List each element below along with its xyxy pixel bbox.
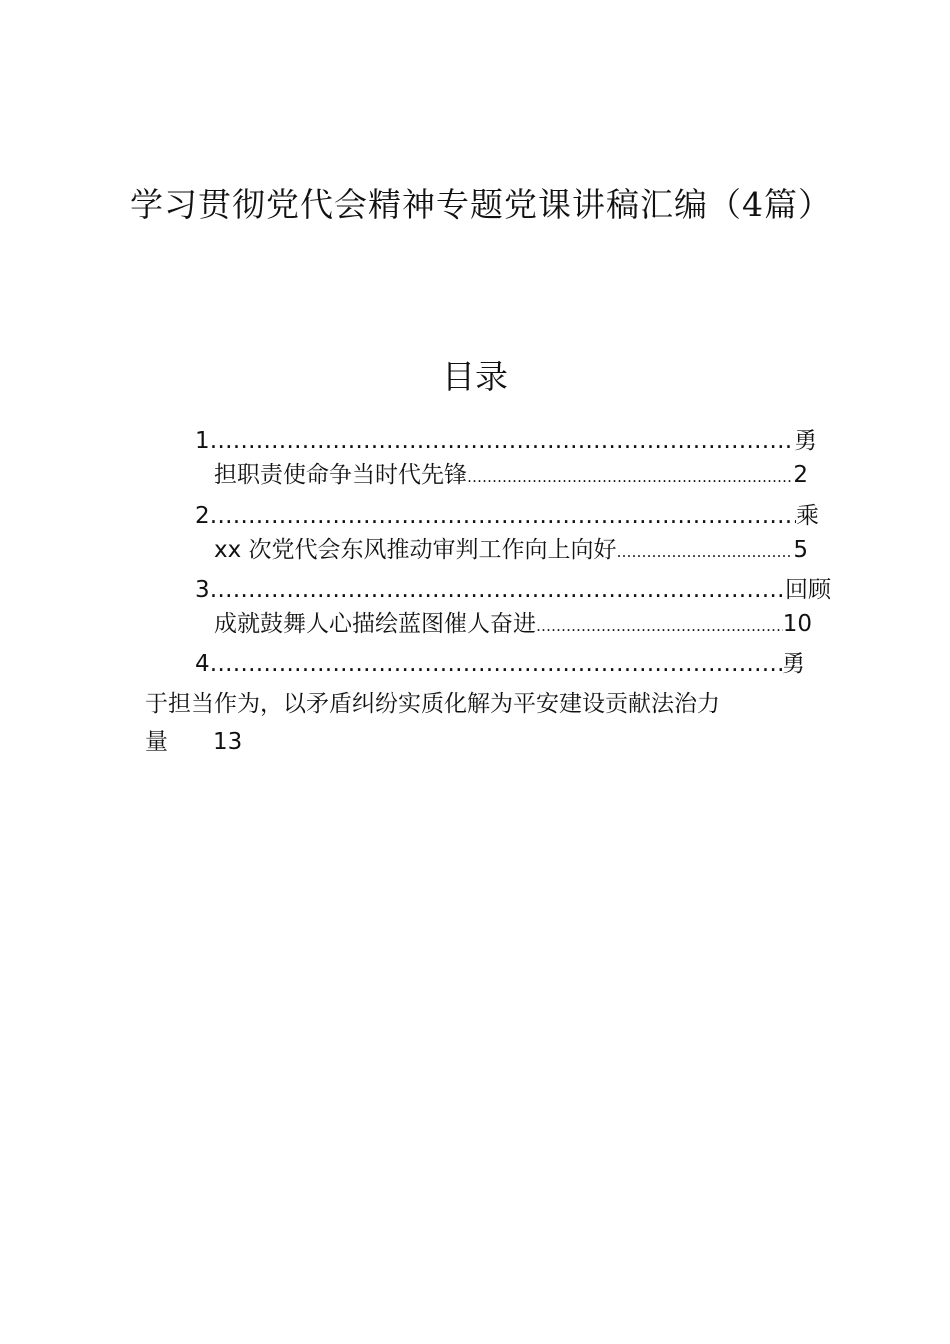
toc-entry-page[interactable]: 13 xyxy=(213,729,243,755)
toc-entry-page: 10 xyxy=(782,611,812,637)
toc-entry-number: 1 xyxy=(195,428,210,454)
toc-entry-number: 3 xyxy=(195,577,210,603)
dot-leader xyxy=(210,425,794,457)
toc-entry-4-line-2[interactable]: 于担当作为，以矛盾纠纷实质化解为平安建设贡献法治力 xyxy=(145,691,720,717)
toc-entry-4-line-1[interactable] xyxy=(195,648,805,680)
toc-entry-2-line-1[interactable] xyxy=(195,500,819,532)
toc-entry-1-line-1[interactable] xyxy=(195,425,817,457)
dot-leader xyxy=(467,461,793,491)
toc-entry-title-rest: xx 次党代会东风推动审判工作向上向好 xyxy=(214,537,617,563)
toc-entry-number: 4 xyxy=(195,651,210,677)
toc-entry-title-start: 回顾 xyxy=(785,577,831,603)
toc-entry-page: 2 xyxy=(793,462,808,488)
toc-entry-title-start: 勇 xyxy=(782,651,805,677)
dot-leader xyxy=(210,574,785,606)
toc-entry-title-rest: 担职责使命争当时代先锋 xyxy=(214,462,467,488)
toc-entry-2-line-2[interactable] xyxy=(214,534,808,566)
toc-entry-3-line-2[interactable] xyxy=(214,608,812,640)
toc-entry-title-start: 勇 xyxy=(794,428,817,454)
toc-entry-page: 5 xyxy=(793,537,808,563)
dot-leader xyxy=(617,536,794,566)
toc-entry-4-line-3-word[interactable]: 量 xyxy=(145,729,168,755)
toc-heading: 目录 xyxy=(442,357,508,396)
document-title: 学习贯彻党代会精神专题党课讲稿汇编（4篇） xyxy=(130,185,832,224)
dot-leader xyxy=(210,648,782,680)
dot-leader xyxy=(536,610,783,640)
toc-entry-1-line-2[interactable] xyxy=(214,459,808,491)
toc-entry-number: 2 xyxy=(195,503,210,529)
toc-entry-3-line-1[interactable] xyxy=(195,574,831,606)
toc-entry-title-start: 乘 xyxy=(796,503,819,529)
dot-leader xyxy=(210,500,796,532)
toc-entry-title-rest: 成就鼓舞人心描绘蓝图催人奋进 xyxy=(214,611,536,637)
